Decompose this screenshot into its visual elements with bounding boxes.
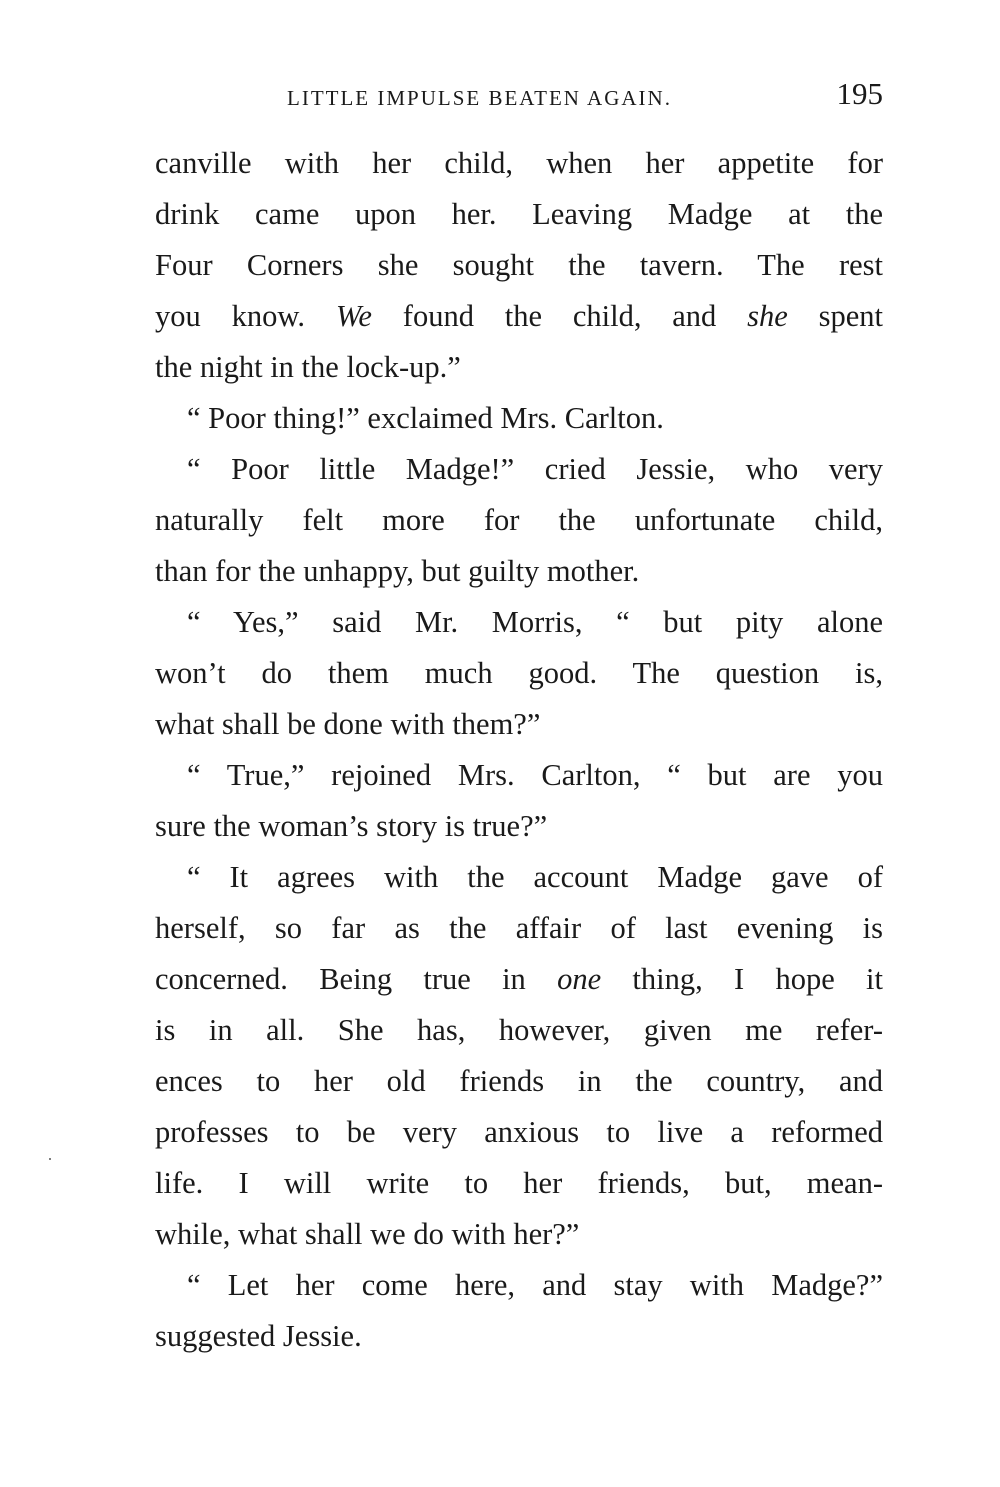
text-segment: thing, I hope it bbox=[601, 962, 883, 996]
text-line bbox=[155, 393, 883, 444]
text-segment: is in all. She has, however, given me refer- bbox=[155, 1013, 883, 1047]
text-segment: you know. bbox=[155, 299, 336, 333]
text-line bbox=[155, 1260, 883, 1311]
text-segment: than for the unhappy, but guilty mother. bbox=[155, 554, 640, 588]
text-line bbox=[155, 291, 883, 342]
text-segment: while, what shall we do with her?” bbox=[155, 1217, 580, 1251]
text-segment: “ Yes,” said Mr. Morris, “ but pity alone bbox=[187, 605, 883, 639]
text-line bbox=[155, 750, 883, 801]
text-segment: professes to be very anxious to live a reformed bbox=[155, 1115, 883, 1149]
text-segment: “ Poor little Madge!” cried Jessie, who very bbox=[187, 452, 883, 486]
italic-text: one bbox=[557, 962, 602, 996]
page-number: 195 bbox=[836, 76, 883, 111]
text-line bbox=[155, 189, 883, 240]
text-segment: life. I will write to her friends, but, mean- bbox=[155, 1166, 883, 1200]
text-line bbox=[155, 648, 883, 699]
text-segment: “ True,” rejoined Mrs. Carlton, “ but are you bbox=[187, 758, 883, 792]
text-line bbox=[155, 1107, 883, 1158]
text-line bbox=[155, 699, 883, 750]
text-segment: the night in the lock-up.” bbox=[155, 350, 461, 384]
text-line bbox=[155, 1056, 883, 1107]
text-segment: concerned. Being true in bbox=[155, 962, 558, 996]
text-segment: “ Poor thing!” exclaimed Mrs. Carlton. bbox=[187, 401, 664, 435]
running-head bbox=[155, 76, 883, 116]
text-segment: what shall be done with them?” bbox=[155, 707, 541, 741]
text-line bbox=[155, 342, 883, 393]
text-line bbox=[155, 852, 883, 903]
text-segment: drink came upon her. Leaving Madge at the bbox=[155, 197, 883, 231]
text-line bbox=[155, 444, 883, 495]
print-speck bbox=[49, 1158, 51, 1160]
text-segment: Four Corners she sought the tavern. The rest bbox=[155, 248, 883, 282]
text-segment: naturally felt more for the unfortunate child, bbox=[155, 503, 883, 537]
italic-text: We bbox=[335, 299, 372, 333]
text-line bbox=[155, 1005, 883, 1056]
body-text bbox=[155, 138, 883, 1362]
running-title: LITTLE IMPULSE BEATEN AGAIN. bbox=[287, 86, 672, 110]
text-line bbox=[155, 801, 883, 852]
text-line bbox=[155, 1311, 883, 1362]
text-line bbox=[155, 597, 883, 648]
text-segment: won’t do them much good. The question is, bbox=[155, 656, 883, 690]
text-segment: “ Let her come here, and stay with Madge?” bbox=[187, 1268, 883, 1302]
italic-text: she bbox=[747, 299, 788, 333]
text-segment: canville with her child, when her appetite for bbox=[155, 146, 883, 180]
text-segment: suggested Jessie. bbox=[155, 1319, 362, 1353]
text-line bbox=[155, 903, 883, 954]
text-segment: spent bbox=[787, 299, 883, 333]
text-line bbox=[155, 1209, 883, 1260]
text-segment: sure the woman’s story is true?” bbox=[155, 809, 548, 843]
text-segment: herself, so far as the affair of last evening is bbox=[155, 911, 883, 945]
text-line bbox=[155, 1158, 883, 1209]
text-line bbox=[155, 546, 883, 597]
text-line bbox=[155, 495, 883, 546]
text-segment: ences to her old friends in the country, and bbox=[155, 1064, 883, 1098]
text-line bbox=[155, 240, 883, 291]
text-line bbox=[155, 954, 883, 1005]
text-line bbox=[155, 138, 883, 189]
text-segment: found the child, and bbox=[371, 299, 748, 333]
text-segment: “ It agrees with the account Madge gave of bbox=[187, 860, 883, 894]
